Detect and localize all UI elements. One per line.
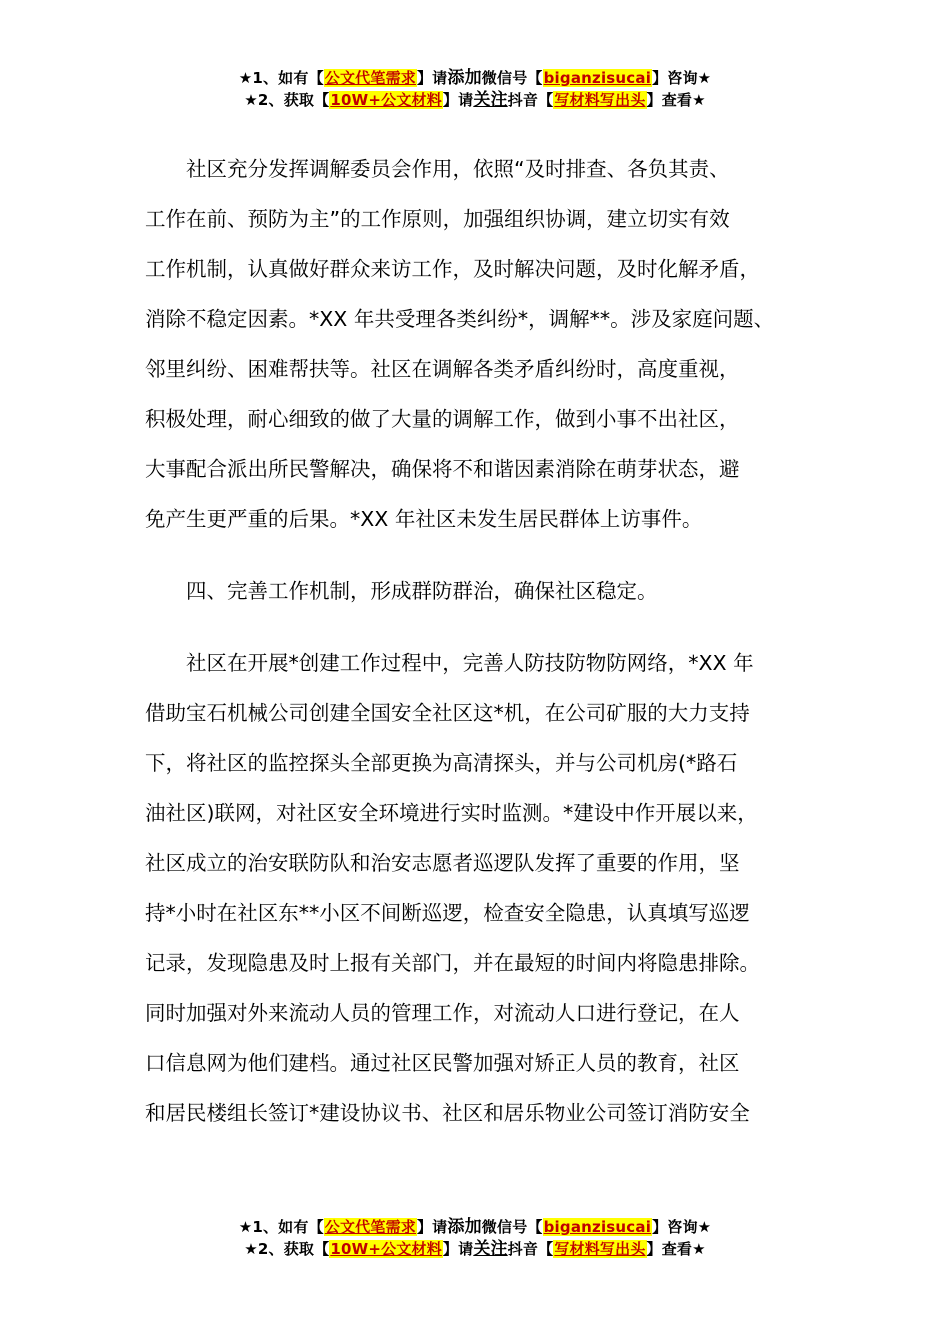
- banner-emphasis: 关注: [473, 1239, 508, 1259]
- banner-text: ★2、获取【: [244, 1240, 330, 1258]
- text-line: 社区充分发挥调解委员会作用，依照“及时排查、各负其责、: [145, 157, 730, 181]
- banner-line-1: [0, 1216, 950, 1238]
- highlight-service: 公文代笔需求: [324, 69, 416, 87]
- banner-text: ★1、如有【: [238, 1218, 324, 1236]
- highlight-wechat-id: biganzisucai: [543, 1218, 652, 1236]
- banner-text: ★2、获取【: [244, 91, 330, 109]
- banner-text: 】咨询★: [652, 1218, 712, 1236]
- highlight-douyin: 写材料写出头: [554, 1240, 646, 1258]
- banner-text: 】请: [442, 1240, 474, 1258]
- text-line: 持*小时在社区东**小区不间断巡逻，检查安全隐患，认真填写巡逻: [145, 901, 750, 925]
- paragraph-gap: [145, 544, 825, 566]
- banner-text: 抖音【: [507, 1240, 554, 1258]
- banner-text: 】咨询★: [652, 69, 712, 87]
- document-body: [145, 144, 825, 1138]
- highlight-douyin: 写材料写出头: [554, 91, 646, 109]
- banner-emphasis: 关注: [473, 90, 508, 110]
- banner-text: 】查看★: [646, 91, 706, 109]
- paragraph-gap: [145, 616, 825, 638]
- banner-text: ★1、如有【: [238, 69, 324, 87]
- banner-line-2: [0, 89, 950, 111]
- banner-text: 抖音【: [507, 91, 554, 109]
- highlight-wechat-id: biganzisucai: [543, 69, 652, 87]
- text-line: 积极处理，耐心细致的做了大量的调解工作，做到小事不出社区，: [145, 407, 740, 431]
- banner-text: 】请: [416, 69, 448, 87]
- banner-emphasis: 添加: [447, 68, 482, 88]
- text-line: 油社区)联网，对社区安全环境进行实时监测。*建设中作开展以来，: [145, 801, 758, 825]
- banner-text: 】请: [416, 1218, 448, 1236]
- footer-banner: [0, 1216, 950, 1260]
- highlight-service: 公文代笔需求: [324, 1218, 416, 1236]
- text-line: 社区在开展*创建工作过程中，完善人防技防物防网络，*XX 年: [145, 651, 754, 675]
- text-line: 邻里纠纷、困难帮扶等。社区在调解各类矛盾纠纷时，高度重视，: [145, 357, 740, 381]
- text-line: 和居民楼组长签订*建设协议书、社区和居乐物业公司签订消防安全: [145, 1101, 750, 1125]
- banner-line-1: [0, 67, 950, 89]
- text-line: 免产生更严重的后果。*XX 年社区未发生居民群体上访事件。: [145, 507, 703, 531]
- text-line: 大事配合派出所民警解决，确保将不和谐因素消除在萌芽状态，避: [145, 457, 740, 481]
- highlight-materials: 10W+公文材料: [330, 1240, 442, 1258]
- banner-text: 】查看★: [646, 1240, 706, 1258]
- text-line: 口信息网为他们建档。通过社区民警加强对矫正人员的教育，社区: [145, 1051, 740, 1075]
- text-line: 记录，发现隐患及时上报有关部门，并在最短的时间内将隐患排除。: [145, 951, 760, 975]
- text-line: 同时加强对外来流动人员的管理工作，对流动人口进行登记，在人: [145, 1001, 740, 1025]
- text-line: 下，将社区的监控探头全部更换为高清探头，并与公司机房(*路石: [145, 751, 738, 775]
- section-heading: 四、完善工作机制，形成群防群治，确保社区稳定。: [145, 579, 658, 603]
- banner-text: 】请: [442, 91, 474, 109]
- banner-line-2: [0, 1238, 950, 1260]
- text-line: 社区成立的治安联防队和治安志愿者巡逻队发挥了重要的作用，坚: [145, 851, 740, 875]
- text-line: 消除不稳定因素。*XX 年共受理各类纠纷*，调解**。涉及家庭问题、: [145, 307, 775, 331]
- text-line: 工作机制，认真做好群众来访工作，及时解决问题，及时化解矛盾，: [145, 257, 760, 281]
- text-line: 借助宝石机械公司创建全国安全社区这*机，在公司矿服的大力支持: [145, 701, 750, 725]
- highlight-materials: 10W+公文材料: [330, 91, 442, 109]
- banner-text: 微信号【: [481, 69, 543, 87]
- banner-text: 微信号【: [481, 1218, 543, 1236]
- text-line: 工作在前、预防为主”的工作原则，加强组织协调，建立切实有效: [145, 207, 730, 231]
- banner-emphasis: 添加: [447, 1217, 482, 1237]
- header-banner: [0, 67, 950, 111]
